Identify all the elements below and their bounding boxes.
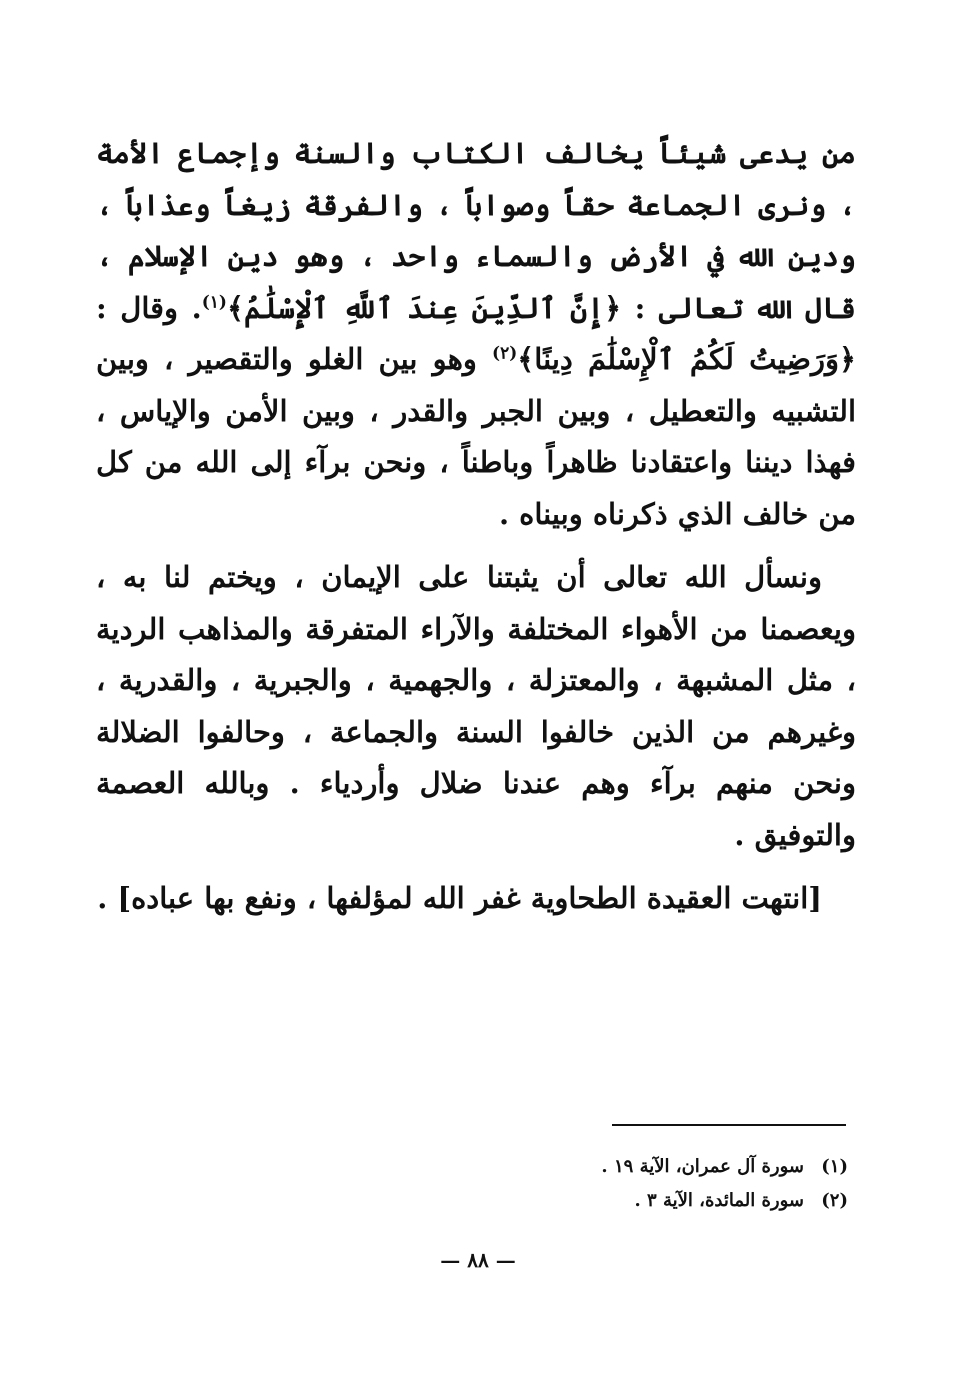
quran-quote-2: ﴿وَرَضِيتُ لَكُمُ ٱلْإِسْلَٰمَ دِينًا﴾: [517, 342, 856, 376]
page-number: — ٨٨ —: [440, 1248, 516, 1272]
footnotes: [248, 1150, 848, 1218]
paragraph-1-text-c: وهو بين الغلو والتقصير ، وبين التشبيه والتعطيل ، وبين الجبر والقدر ، وبين الأمن والإياس ، فهذا ديننا واعتقادنا ظاهراً وباطناً ، ونحن برآء إلى الله من كل من خالف الذي ذكرناه وبيناه .: [96, 342, 856, 531]
main-text: [96, 128, 856, 925]
footnote-number: (١): [821, 1156, 848, 1177]
paragraph-1: [96, 128, 856, 540]
footnote-ref-1: (١): [201, 291, 227, 312]
footnote-text: سورة آل عمران، الآية ١٩ .: [601, 1156, 804, 1177]
footnote-number: (٢): [821, 1190, 848, 1211]
paragraph-1-text-b: . وقال :: [96, 290, 202, 325]
quran-quote-1: ﴿إِنَّ ٱلدِّينَ عِندَ ٱللَّهِ ٱلْإِسْلَٰمُ﴾: [226, 290, 622, 325]
paragraph-2: ونسأل الله تعالى أن يثبتنا على الإيمان ، ويختم لنا به ، ويعصمنا من الأهواء المختلفة والآراء المتفرقة والمذاهب الردية ، مثل المشبهة ، والمعتزلة ، والجهمية ، والجبرية ، والقدرية ، وغيرهم من الذين خالفوا السنة والجماعة ، وحالفوا الضلالة ونحن منهم برآء وهم عندنا ضلال وأردياء . وبالله العصمة والتوفيق .: [96, 560, 856, 852]
paragraph-1-text-a: من يدعى شيئاً يخالف الكتاب والسنة وإجماع الأمة ، ونرى الجماعة حقاً وصواباً ، والفرقة زيغاً وعذاباً ، ودين الله في الأرض والسماء واحد ، وهو دين الإسلام ، قال الله تعالى :: [96, 136, 856, 325]
footnote-ref-2: (٢): [492, 343, 518, 364]
footnote-item: [248, 1150, 848, 1184]
footnote-item: [248, 1184, 848, 1218]
footnote-text: سورة المائدة، الآية ٣ .: [634, 1190, 804, 1211]
closing-line: [انتهت العقيدة الطحاوية غفر الله لمؤلفها ، ونفع بها عباده] .: [97, 881, 822, 915]
footnote-divider: [612, 1124, 846, 1126]
